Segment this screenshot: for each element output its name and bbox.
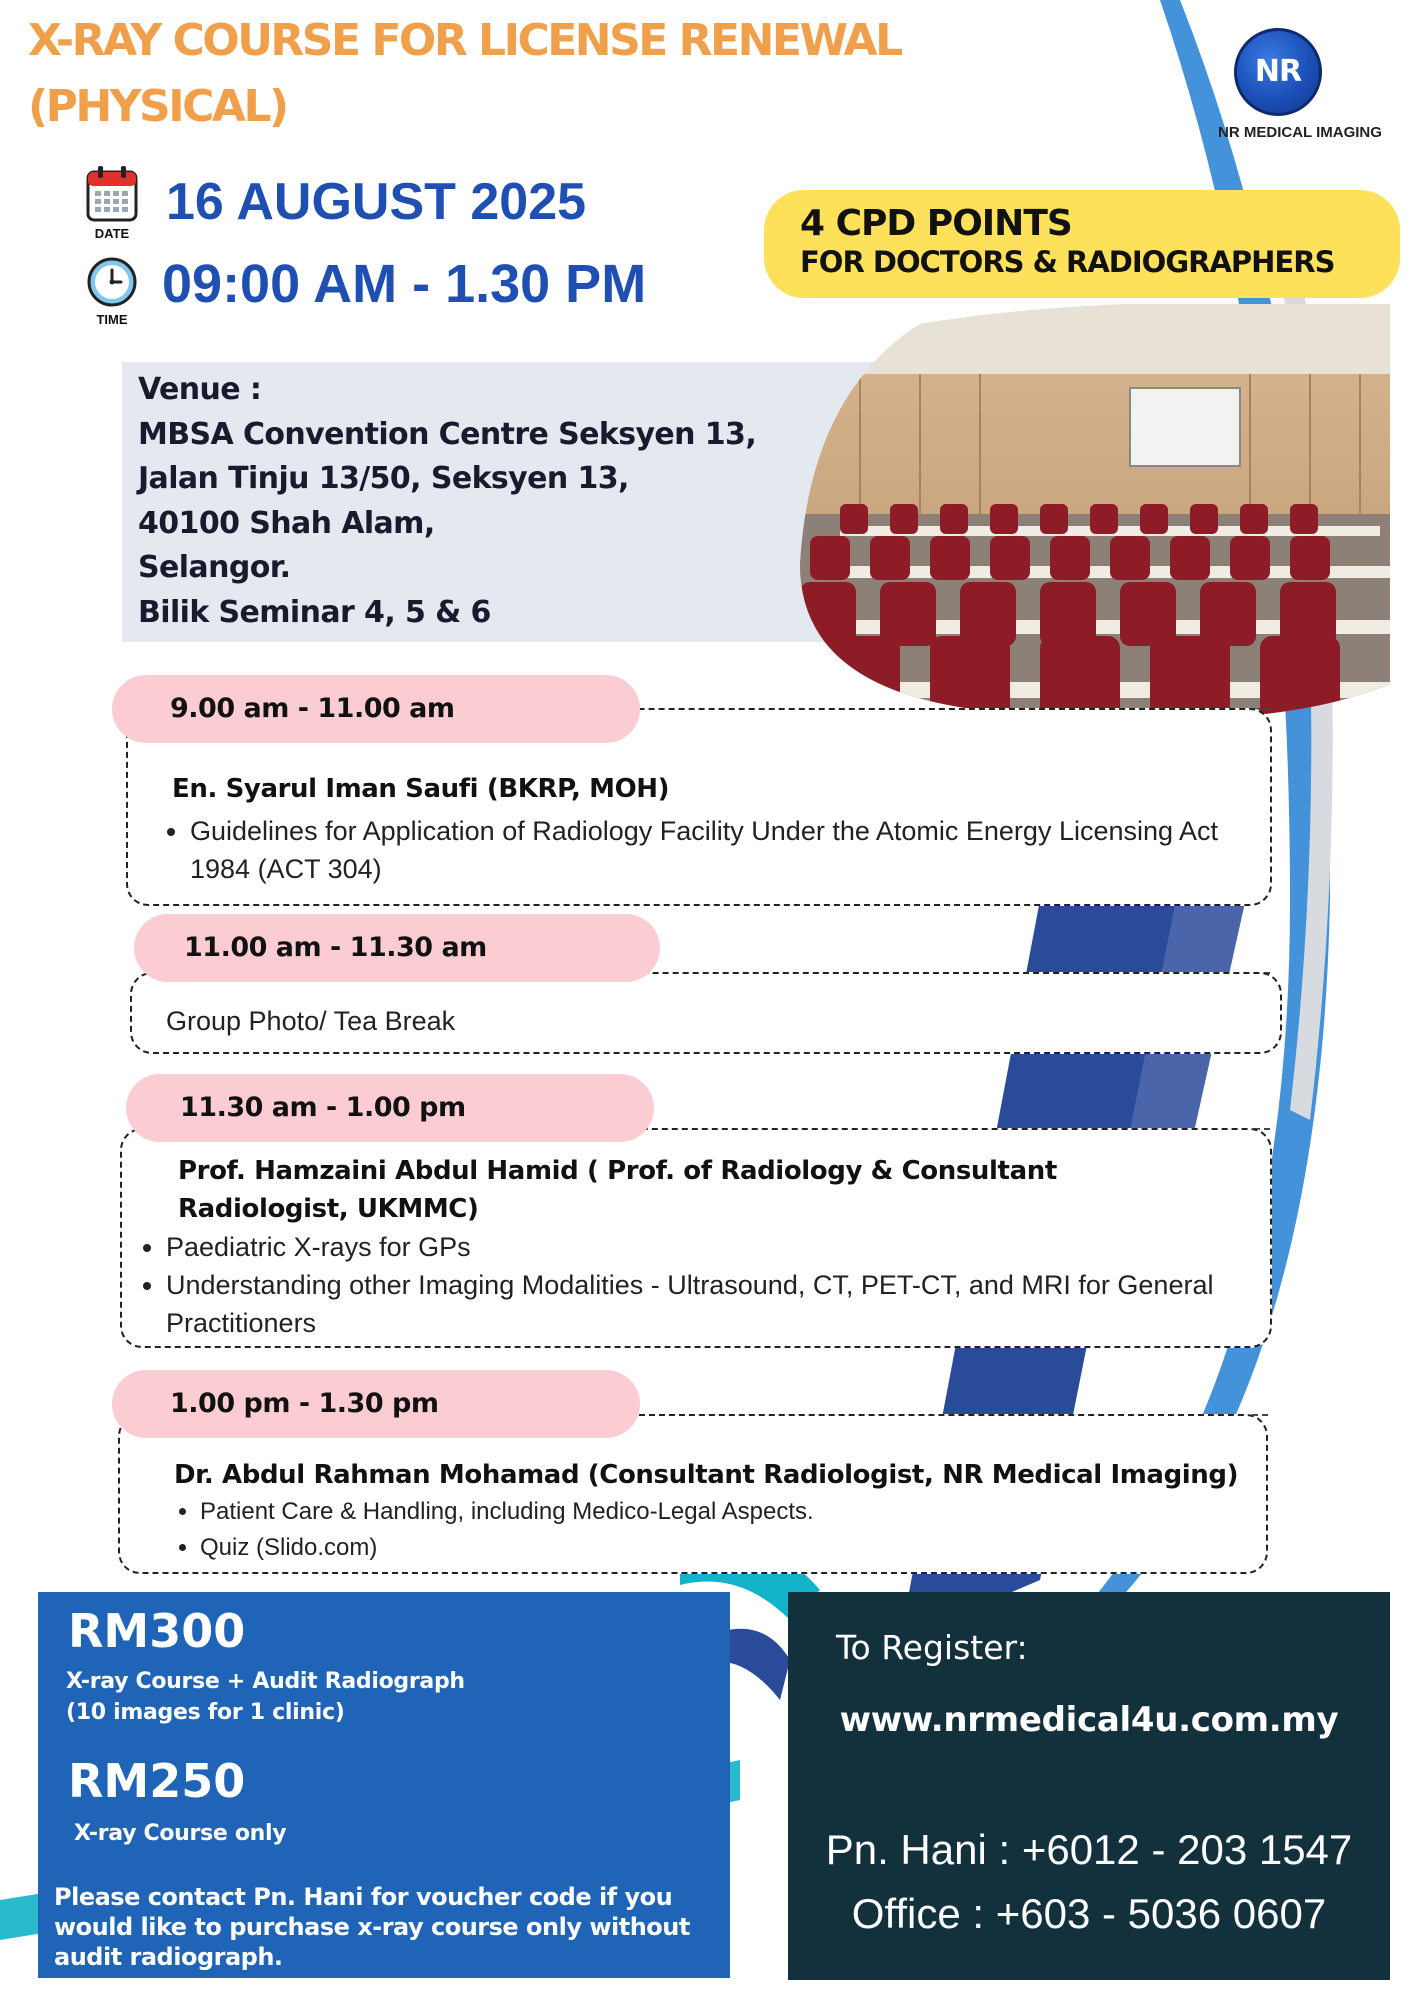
venue-line: Selangor. bbox=[138, 550, 291, 585]
page-title bbox=[28, 8, 908, 140]
venue-panel bbox=[122, 362, 876, 642]
event-time: 09:00 AM - 1.30 PM bbox=[162, 254, 647, 314]
register-panel bbox=[788, 1592, 1390, 1980]
register-url-link[interactable]: www.nrmedical4u.com.my bbox=[839, 1700, 1339, 1740]
event-date: 16 AUGUST 2025 bbox=[166, 173, 587, 231]
session-topics bbox=[200, 1494, 1246, 1566]
venue-label: Venue : bbox=[138, 372, 262, 407]
calendar-icon bbox=[86, 166, 138, 222]
contact-phone-office: Office : +603 - 5036 0607 bbox=[851, 1890, 1327, 1937]
time-slot-pill-3: 11.30 am - 1.00 pm bbox=[126, 1074, 654, 1142]
price-course-only-desc: X-ray Course only bbox=[74, 1821, 287, 1846]
time-slot-pill-4: 1.00 pm - 1.30 pm bbox=[112, 1370, 640, 1438]
pricing-panel bbox=[38, 1592, 730, 1978]
venue-line: Jalan Tinju 13/50, Seksyen 13, bbox=[138, 461, 629, 496]
price-full-desc-line: (10 images for 1 clinic) bbox=[66, 1700, 345, 1725]
logo-name: NR MEDICAL IMAGING bbox=[1218, 124, 1382, 141]
time-slot-pill-2: 11.00 am - 11.30 am bbox=[134, 914, 660, 982]
clock-icon bbox=[86, 254, 138, 312]
time-slot-pill-1: 9.00 am - 11.00 am bbox=[112, 675, 640, 743]
title-line-2: (PHYSICAL) bbox=[28, 81, 287, 132]
session-topic: • Understanding other Imaging Modalities - Ultrasound, CT, PET-CT, and MRI for General Practitioners bbox=[166, 1266, 1218, 1342]
nr-medical-logo bbox=[1190, 26, 1410, 146]
session-speaker: Prof. Hamzaini Abdul Hamid ( Prof. of Radiology & Consultant Radiologist, UKMMC) bbox=[178, 1156, 1057, 1224]
session-topic: • Quiz (Slido.com) bbox=[200, 1530, 1246, 1566]
title-line-1: X-RAY COURSE FOR LICENSE RENEWAL bbox=[28, 15, 901, 66]
venue-line: Bilik Seminar 4, 5 & 6 bbox=[138, 594, 491, 630]
session-box-2 bbox=[130, 972, 1282, 1054]
contact-phone-hani: Pn. Hani : +6012 - 203 1547 bbox=[825, 1826, 1353, 1873]
session-speaker: En. Syarul Iman Saufi (BKRP, MOH) bbox=[172, 774, 670, 804]
cpd-points-badge bbox=[764, 190, 1400, 298]
price-full-desc bbox=[66, 1666, 465, 1728]
session-box-3 bbox=[120, 1128, 1272, 1348]
voucher-note: Please contact Pn. Hani for voucher code if you would like to purchase x-ray course only without audit radiograph. bbox=[54, 1883, 690, 1971]
session-box-4 bbox=[118, 1414, 1268, 1574]
session-topic: • Guidelines for Application of Radiology Facility Under the Atomic Energy Licensing Act 1984 (ACT 304) bbox=[190, 812, 1230, 888]
cpd-audience: FOR DOCTORS & RADIOGRAPHERS bbox=[800, 245, 1335, 279]
time-icon-label: TIME bbox=[96, 312, 128, 327]
venue-line: MBSA Convention Centre Seksyen 13, bbox=[138, 416, 757, 452]
cpd-points: 4 CPD POINTS bbox=[800, 203, 1072, 244]
date-icon-label: DATE bbox=[94, 226, 130, 241]
seminar-room-photo bbox=[800, 304, 1390, 724]
register-label: To Register: bbox=[836, 1628, 1028, 1667]
session-topics bbox=[166, 1228, 1218, 1342]
price-course-only: RM250 bbox=[68, 1754, 246, 1808]
session-topic: • Patient Care & Handling, including Medico-Legal Aspects. bbox=[200, 1494, 1246, 1530]
price-full-desc-line: X-ray Course + Audit Radiograph bbox=[66, 1669, 465, 1694]
session-text: Group Photo/ Tea Break bbox=[166, 1006, 456, 1036]
session-speaker: Dr. Abdul Rahman Mohamad (Consultant Radiologist, NR Medical Imaging) bbox=[174, 1460, 1239, 1490]
session-topic: • Paediatric X-rays for GPs bbox=[166, 1228, 1218, 1266]
price-full: RM300 bbox=[68, 1604, 246, 1658]
session-topics bbox=[190, 812, 1230, 888]
venue-line: 40100 Shah Alam, bbox=[138, 505, 435, 541]
logo-emblem: NR bbox=[1234, 28, 1322, 116]
